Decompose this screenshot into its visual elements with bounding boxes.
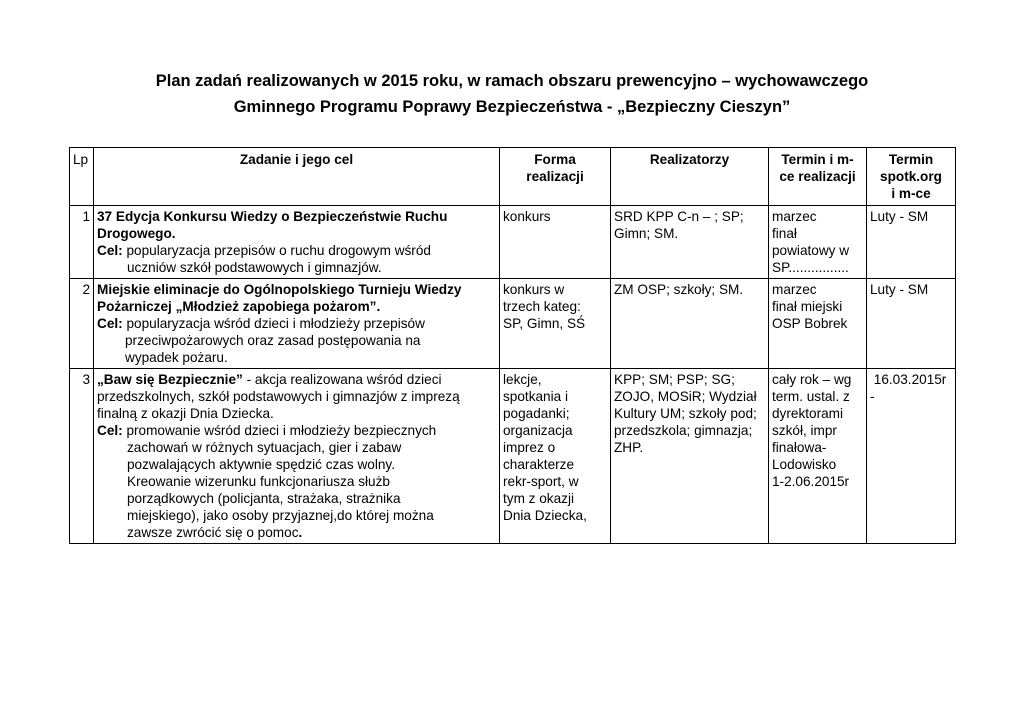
header-spotk-line: spotk.org — [880, 169, 942, 184]
table-row — [70, 369, 956, 544]
termin-line: Lodowisko — [772, 457, 837, 472]
header-zadanie-text: Zadanie i jego cel — [239, 152, 354, 167]
goal-label: Cel: — [97, 423, 123, 438]
termin-line: finałowa- — [772, 440, 827, 455]
termin-line: term. ustal. z — [772, 389, 850, 404]
header-lp-text: Lp — [73, 152, 89, 167]
goal-line: przeciwpożarowych oraz zasad postępowania na — [125, 333, 421, 348]
header-forma — [500, 148, 611, 206]
forma-line: Dnia Dziecka, — [503, 508, 587, 523]
row-realizatorzy — [611, 206, 769, 279]
row-termin — [769, 279, 867, 369]
row-spotk — [867, 369, 956, 544]
row-termin — [769, 206, 867, 279]
header-termin-line: Termin i m- — [781, 152, 854, 167]
goal-text: promowanie wśród dzieci i młodzieży bezpiecznych — [122, 423, 437, 438]
row-termin — [769, 369, 867, 544]
header-termin-line: ce realizacji — [779, 169, 856, 184]
header-row — [70, 148, 956, 206]
task-title-line: 37 Edycja Konkursu Wiedzy o Bezpieczeństwie Ruchu — [97, 209, 448, 224]
forma-line: konkurs — [503, 209, 551, 224]
goal-text: popularyzacja przepisów o ruchu drogowym wśród — [122, 243, 431, 258]
realizatorzy-line: Kultury UM; szkoły pod; — [614, 406, 757, 421]
row-lp: 3 — [70, 369, 94, 544]
goal-line: Kreowanie wizerunku funkcjonariusza służb — [127, 474, 390, 489]
forma-line: organizacja — [503, 423, 573, 438]
header-forma-line: realizacji — [526, 169, 584, 184]
goal-end-dot: . — [298, 525, 303, 540]
realizatorzy-line: ZHP. — [614, 440, 644, 455]
forma-line: trzech kateg: — [503, 299, 581, 314]
spotk-line: 16.03.2015r — [870, 372, 947, 387]
header-spotk-line: Termin — [888, 152, 934, 167]
realizatorzy-line: ZOJO, MOSiR; Wydział — [614, 389, 757, 404]
goal-text: zawsze zwrócić się o pomoc — [127, 525, 299, 540]
header-spotk-line: i m-ce — [891, 186, 931, 201]
row-zadanie — [94, 279, 500, 369]
row-forma — [500, 206, 611, 279]
termin-line: SP................ — [772, 260, 849, 275]
termin-line: dyrektorami — [772, 406, 844, 421]
forma-line: rekr-sport, w — [503, 474, 579, 489]
task-title-line — [97, 371, 496, 388]
termin-line: szkół, impr — [772, 423, 837, 438]
task-title-line: finalną z okazji Dnia Dziecka. — [97, 406, 274, 421]
task-title-bold: „Baw się Bezpiecznie” — [97, 372, 243, 387]
forma-line: lekcje, — [503, 372, 542, 387]
termin-line: 1-2.06.2015r — [772, 474, 850, 489]
header-zadanie — [94, 148, 500, 206]
termin-line: finał — [772, 226, 797, 241]
header-realizatorzy — [611, 148, 769, 206]
table-row — [70, 206, 956, 279]
goal-label: Cel: — [97, 316, 123, 331]
task-title-line: Pożarniczej „Młodzież zapobiega pożarom”. — [97, 299, 381, 314]
termin-line: marzec — [772, 209, 817, 224]
realizatorzy-line: Gimn; SM. — [614, 226, 679, 241]
row-spotk — [867, 279, 956, 369]
termin-line: powiatowy w — [772, 243, 850, 258]
forma-line: tym z okazji — [503, 491, 575, 506]
goal-line: miejskiego), jako osoby przyjaznej,do której można — [127, 508, 434, 523]
goal-label: Cel: — [97, 243, 123, 258]
forma-line: SP, Gimn, SŚ — [503, 316, 586, 331]
termin-line: OSP Bobrek — [772, 316, 848, 331]
forma-line: imprez o — [503, 440, 556, 455]
goal-line: porządkowych (policjanta, strażaka, strażnika — [127, 491, 401, 506]
header-realizatorzy-text: Realizatorzy — [649, 152, 730, 167]
realizatorzy-line: przedszkola; gimnazja; — [614, 423, 753, 438]
header-lp — [70, 148, 94, 206]
header-termin-spotk — [867, 148, 956, 206]
row-zadanie — [94, 206, 500, 279]
header-forma-line: Forma — [534, 152, 576, 167]
document-title — [0, 68, 1024, 120]
row-forma — [500, 279, 611, 369]
forma-line: pogadanki; — [503, 406, 570, 421]
task-title-rest: - akcja realizowana wśród dzieci — [242, 372, 442, 387]
realizatorzy-line: ZM OSP; szkoły; SM. — [614, 282, 744, 297]
goal-line: pozwalających aktywnie spędzić czas wolny. — [127, 457, 395, 472]
forma-line: konkurs w — [503, 282, 565, 297]
realizatorzy-line: KPP; SM; PSP; SG; — [614, 372, 735, 387]
row-spotk — [867, 206, 956, 279]
row-lp: 2 — [70, 279, 94, 369]
header-termin — [769, 148, 867, 206]
row-zadanie — [94, 369, 500, 544]
goal-line: zachowań w różnych sytuacjach, gier i zabaw — [127, 440, 402, 455]
table-row — [70, 279, 956, 369]
forma-line: spotkania i — [503, 389, 568, 404]
row-forma — [500, 369, 611, 544]
goal-line — [97, 242, 496, 259]
spotk-line: Luty - SM — [870, 209, 929, 224]
termin-line: cały rok – wg — [772, 372, 852, 387]
task-title-line: Drogowego. — [97, 226, 176, 241]
goal-line: uczniów szkół podstawowych i gimnazjów. — [127, 260, 382, 275]
title-line-2: Gminnego Programu Poprawy Bezpieczeństwa - „Bezpieczny Cieszyn” — [233, 98, 791, 116]
forma-line: charakterze — [503, 457, 575, 472]
task-title-line: przedszkolnych, szkół podstawowych i gimnazjów z imprezą — [97, 389, 460, 404]
goal-line: wypadek pożaru. — [125, 350, 228, 365]
termin-line: marzec — [772, 282, 817, 297]
termin-line: finał miejski — [772, 299, 843, 314]
realizatorzy-line: SRD KPP C-n – ; SP; — [614, 209, 744, 224]
spotk-line: Luty - SM — [870, 282, 929, 297]
row-lp: 1 — [70, 206, 94, 279]
row-realizatorzy — [611, 279, 769, 369]
goal-line — [97, 524, 496, 541]
title-line-1: Plan zadań realizowanych w 2015 roku, w ramach obszaru prewencyjno – wychowawczego — [155, 72, 869, 90]
row-realizatorzy — [611, 369, 769, 544]
task-title-line: Miejskie eliminacje do Ogólnopolskiego Turnieju Wiedzy — [97, 282, 462, 297]
goal-line — [97, 422, 496, 439]
goal-line — [97, 315, 496, 332]
goal-text: popularyzacja wśród dzieci i młodzieży przepisów — [122, 316, 425, 331]
spotk-line: - — [870, 389, 875, 404]
plan-table — [69, 147, 956, 544]
